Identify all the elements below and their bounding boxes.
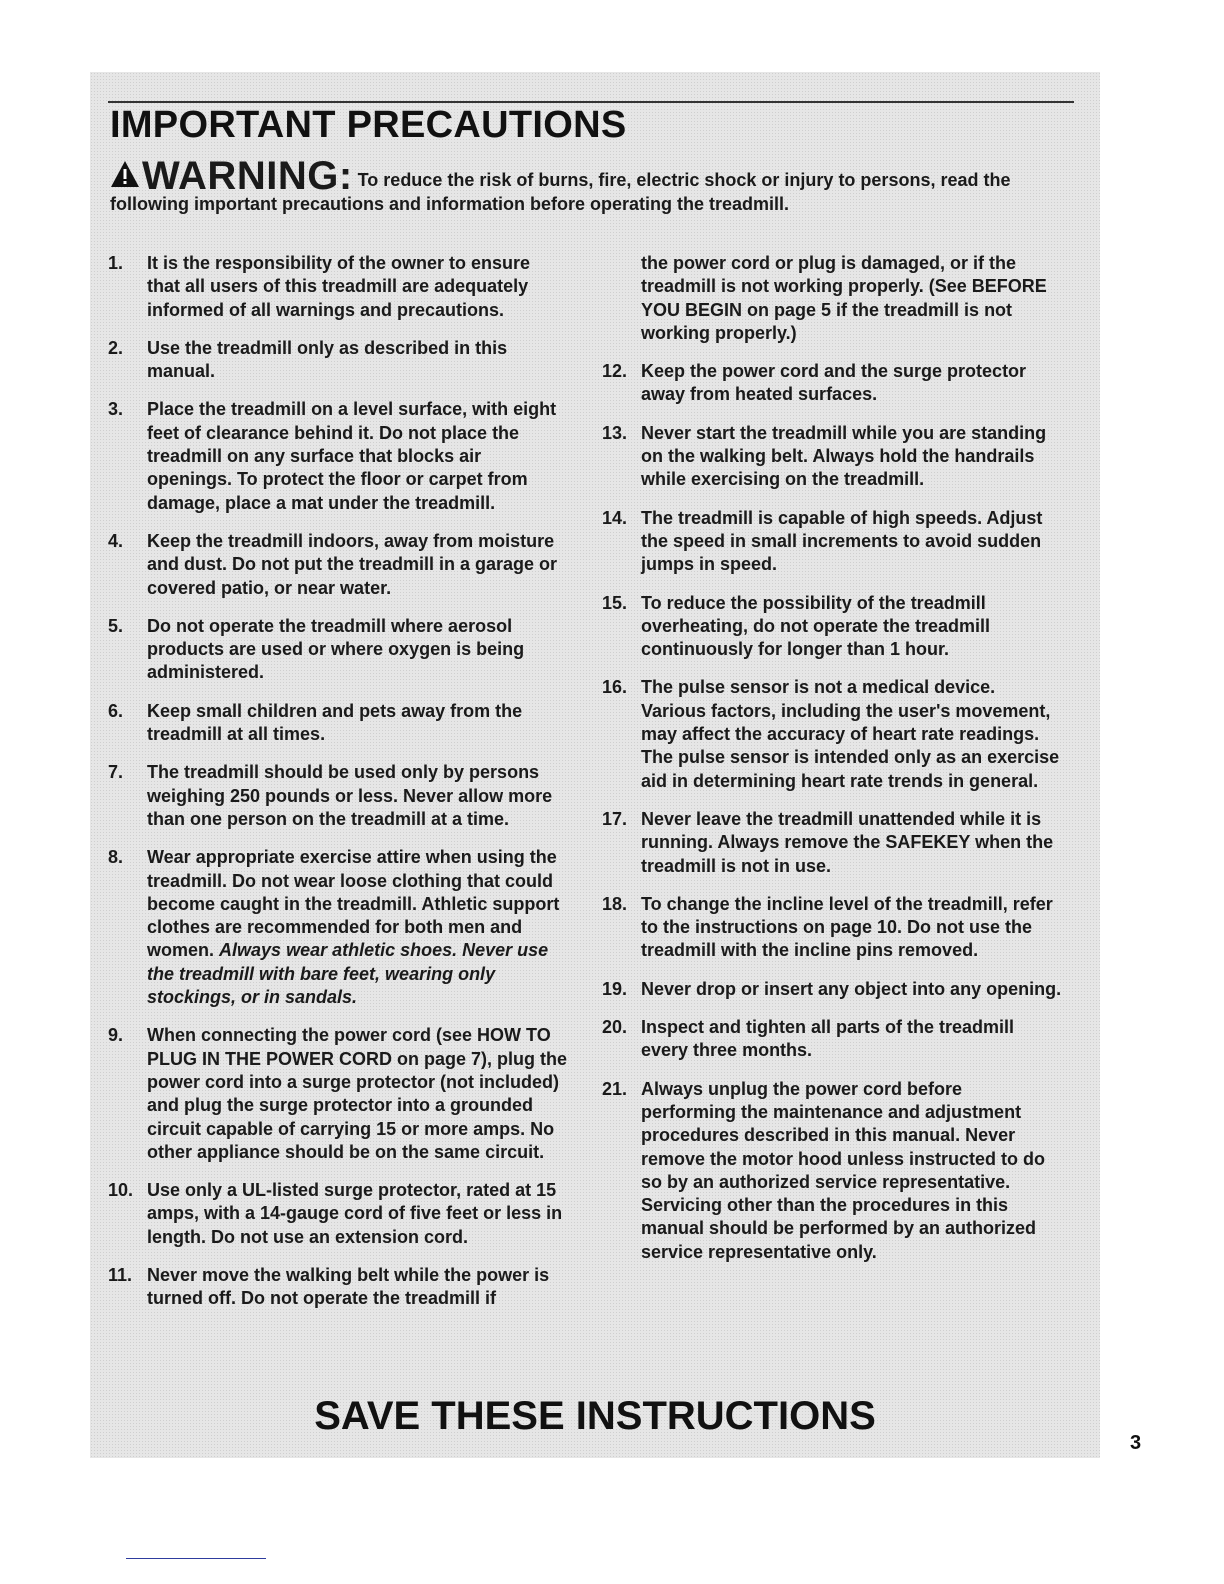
item-text: To change the incline level of the treadmill, refer to the instructions on page 10. Do not use the treadmill with the incline pins removed.	[641, 893, 1053, 961]
item-number: 19.	[602, 978, 628, 999]
item-text: Inspect and tighten all parts of the treadmill every three months.	[641, 1017, 1015, 1061]
item-number: 11.	[108, 1264, 133, 1285]
list-item	[602, 507, 1062, 577]
list-item	[602, 1016, 1062, 1063]
item-number: 2.	[108, 337, 124, 358]
item-text: Never leave the treadmill unattended while it is running. Always remove the SAFEKEY when the treadmill is not in use.	[641, 808, 1054, 876]
item-text: Wear appropriate exercise attire when using the treadmill. Do not wear loose clothing that could become caught in the treadmill. Athletic support clothes are recommended for both men and women.	[147, 847, 560, 961]
item-text: Use only a UL-listed surge protector, rated at 15 amps, with a 14-gauge cord of five feet or less in length. Do not use an extension cord.	[147, 1180, 563, 1247]
item-text: Never start the treadmill while you are standing on the walking belt. Always hold the handrails while exercising on the treadmill.	[641, 422, 1047, 490]
item-text: the power cord or plug is damaged, or if the treadmill is not working properly. (See BEFORE YOU BEGIN on page 5 if the treadmill is not working properly.)	[641, 253, 1047, 343]
item-number: 9.	[108, 1025, 124, 1046]
item-text: Place the treadmill on a level surface, with eight feet of clearance behind it. Do not place the treadmill on any surface that blocks air openings. To protect the floor or carpet from damage, place a mat under the treadmill.	[147, 399, 557, 513]
list-item	[108, 1264, 568, 1311]
item-number: 10.	[108, 1180, 134, 1201]
page-title: IMPORTANT PRECAUTIONS	[110, 104, 627, 146]
list-item	[602, 893, 1062, 963]
top-rule	[108, 101, 1074, 103]
list-item	[108, 761, 568, 831]
right-column	[602, 252, 1062, 1279]
bottom-line	[126, 1558, 266, 1559]
item-number: 17.	[602, 808, 628, 829]
list-item	[108, 1179, 568, 1249]
list-item	[108, 1024, 568, 1164]
item-text: Do not operate the treadmill where aerosol products are used or where oxygen is being administered.	[147, 615, 525, 683]
list-item	[108, 846, 568, 1009]
item-number: 21.	[602, 1078, 628, 1099]
list-item	[108, 252, 568, 322]
item-text: Keep the power cord and the surge protector away from heated surfaces.	[641, 361, 1027, 405]
item-number: 6.	[108, 700, 124, 721]
list-item	[602, 422, 1062, 492]
item-text: Never move the walking belt while the power is turned off. Do not operate the treadmill if	[147, 1264, 550, 1309]
item-number: 5.	[108, 615, 124, 636]
list-item	[602, 676, 1062, 792]
left-column	[108, 252, 568, 1326]
list-item	[602, 978, 1062, 1001]
list-item	[108, 398, 568, 514]
item-text: To reduce the possibility of the treadmill overheating, do not operate the treadmill continuously for longer than 1 hour.	[641, 592, 991, 660]
list-item	[602, 1078, 1062, 1264]
list-item	[602, 592, 1062, 662]
warning-text: To reduce the risk of burns, fire, electric shock or injury to persons, read the following important precautions and information before operating the treadmill.	[110, 170, 1011, 214]
list-item	[108, 530, 568, 600]
item-number: 13.	[602, 422, 628, 443]
item-text: It is the responsibility of the owner to ensure that all users of this treadmill are adequately informed of all warnings and precautions.	[147, 253, 531, 320]
save-instructions-heading: SAVE THESE INSTRUCTIONS	[314, 1394, 876, 1438]
item-number: 15.	[602, 592, 628, 613]
item-text: The treadmill is capable of high speeds. Adjust the speed in small increments to avoid sudden jumps in speed.	[641, 507, 1043, 575]
item-text: Always unplug the power cord before performing the maintenance and adjustment procedures described in this manual. Never remove the motor hood unless instructed to do so by an authorized service representative. Servicing other than the procedures in this manual should be performed by an authorized service representative only.	[641, 1078, 1046, 1262]
warning-lead: WARNING:	[142, 154, 353, 198]
item-number: 3.	[108, 399, 124, 420]
list-item	[108, 615, 568, 685]
item-number: 18.	[602, 893, 628, 914]
item-number: 7.	[108, 762, 124, 783]
page-number: 3	[1130, 1432, 1142, 1454]
item-text: The pulse sensor is not a medical device. Various factors, including the user's movement, may affect the accuracy of heart rate readings. The pulse sensor is intended only as an exercise aid in determining heart rate trends in general.	[641, 677, 1060, 791]
warning-triangle-icon	[110, 160, 140, 188]
list-item	[108, 337, 568, 384]
list-item	[602, 808, 1062, 878]
item-text: When connecting the power cord (see HOW TO PLUG IN THE POWER CORD on page 7), plug the power cord into a surge protector (not included) and plug the surge protector into a grounded circuit capable of carrying 15 or more amps. No other appliance should be on the same circuit.	[147, 1025, 568, 1162]
item-text: Never drop or insert any object into any opening.	[641, 978, 1062, 999]
warning-paragraph	[110, 154, 1070, 216]
item-number: 1.	[108, 253, 124, 273]
list-item-continuation	[602, 252, 1062, 345]
item-text: Keep the treadmill indoors, away from moisture and dust. Do not put the treadmill in a garage or covered patio, or near water.	[147, 530, 558, 598]
item-number: 4.	[108, 530, 124, 551]
item-number: 16.	[602, 677, 628, 698]
item-number: 12.	[602, 361, 628, 382]
item-text: Keep small children and pets away from the treadmill at all times.	[147, 700, 523, 745]
item-number: 14.	[602, 507, 628, 528]
item-number: 20.	[602, 1017, 628, 1038]
item-italic-text: Always wear athletic shoes. Never use the treadmill with bare feet, wearing only stockings, or in sandals.	[147, 940, 549, 1008]
item-text: The treadmill should be used only by persons weighing 250 pounds or less. Never allow more than one person on the treadmill at a time.	[147, 762, 553, 829]
list-item	[602, 360, 1062, 407]
list-item	[108, 700, 568, 747]
item-number: 8.	[108, 847, 124, 868]
item-text: Use the treadmill only as described in this manual.	[147, 337, 508, 382]
